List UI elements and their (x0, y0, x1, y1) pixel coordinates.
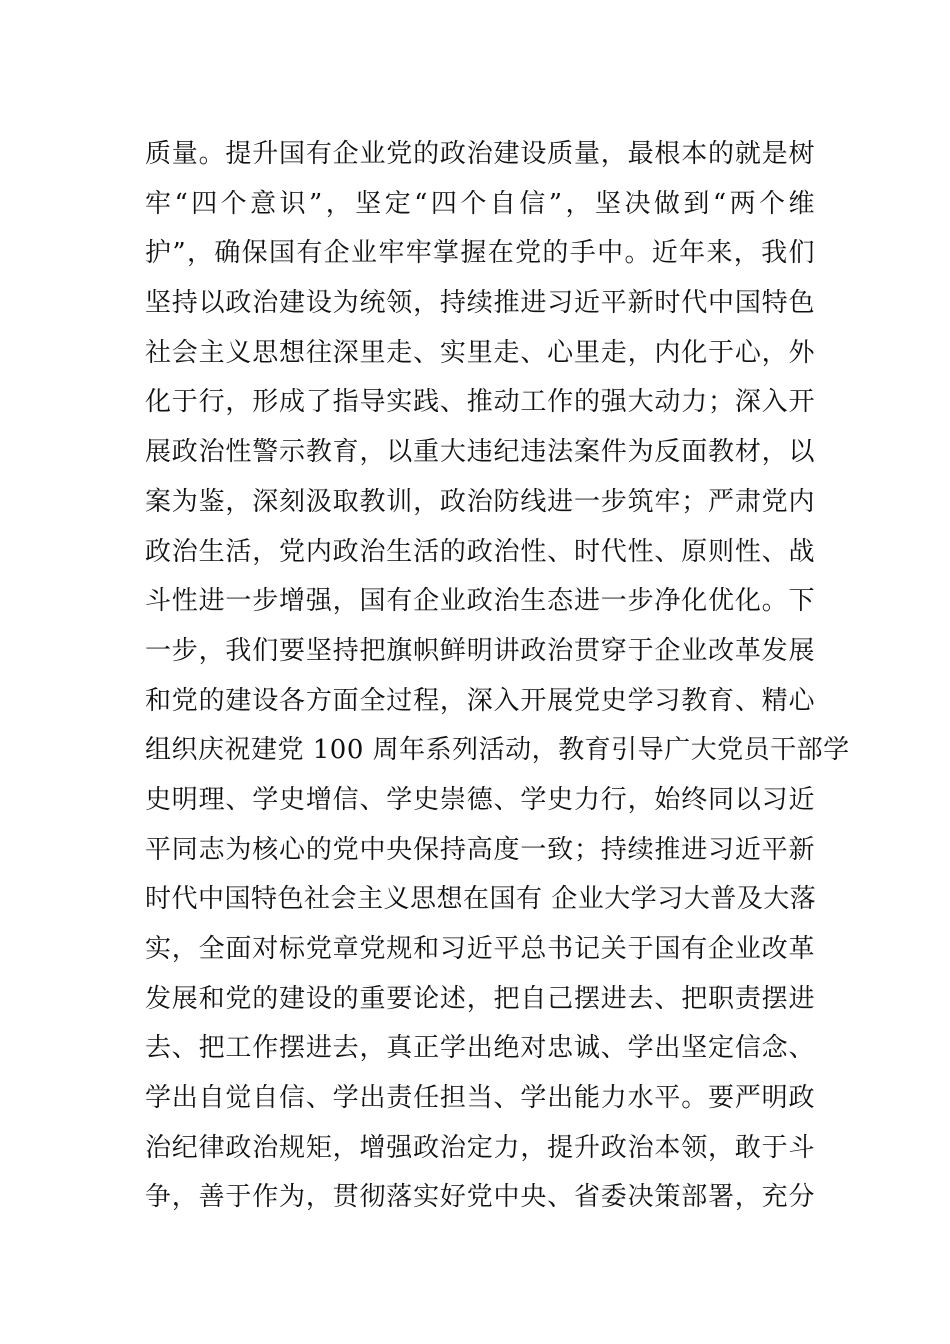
text-line: 治纪律政治规矩，增强政治定力，提升政治本领，敢于斗 (145, 1132, 815, 1163)
text-line: 质量。提升国有企业党的政治建设质量，最根本的就是树 (145, 139, 815, 169)
text-line: 展政治性警示教育，以重大违纪违法案件为反面教材，以 (145, 437, 815, 468)
text-line: 组织庆祝建党 100 周年系列活动，教育引导广大党员干部学 (145, 735, 850, 766)
text-line: 牢“四个意识”，坚定“四个自信”，坚决做到“两个维 (145, 188, 815, 219)
text-line: 和党的建设各方面全过程，深入开展党史学习教育、精心 (145, 685, 815, 716)
text-line: 坚持以政治建设为统领，持续推进习近平新时代中国特色 (145, 288, 815, 319)
text-line: 去、把工作摆进去，真正学出绝对忠诚、学出坚定信念、 (145, 1033, 815, 1064)
body-paragraph (145, 130, 850, 1223)
text-line: 发展和党的建设的重要论述，把自己摆进去、把职责摆进 (145, 983, 815, 1014)
text-line: 化于行，形成了指导实践、推动工作的强大动力；深入开 (145, 387, 815, 418)
text-line: 案为鉴，深刻汲取教训，政治防线进一步筑牢；严肃党内 (145, 486, 815, 517)
text-line: 社会主义思想往深里走、实里走、心里走，内化于心，外 (145, 337, 815, 368)
text-line: 史明理、学史增信、学史崇德、学史力行，始终同以习近 (145, 784, 815, 815)
text-line: 学出自觉自信、学出责任担当、学出能力水平。要严明政 (145, 1083, 815, 1114)
text-line: 时代中国特色社会主义思想在国有 企业大学习大普及大落 (145, 884, 817, 915)
text-line: 一步，我们要坚持把旗帜鲜明讲政治贯穿于企业改革发展 (145, 635, 815, 666)
text-line: 争，善于作为，贯彻落实好党中央、省委决策部署，充分 (145, 1182, 815, 1213)
text-line: 平同志为核心的党中央保持高度一致；持续推进习近平新 (145, 834, 815, 865)
text-line: 斗性进一步增强，国有企业政治生态进一步净化优化。下 (145, 586, 815, 617)
text-line: 护”，确保国有企业牢牢掌握在党的手中。近年来，我们 (145, 238, 815, 269)
text-line: 政治生活，党内政治生活的政治性、时代性、原则性、战 (145, 536, 815, 567)
text-line: 实，全面对标党章党规和习近平总书记关于国有企业改革 (145, 934, 815, 964)
